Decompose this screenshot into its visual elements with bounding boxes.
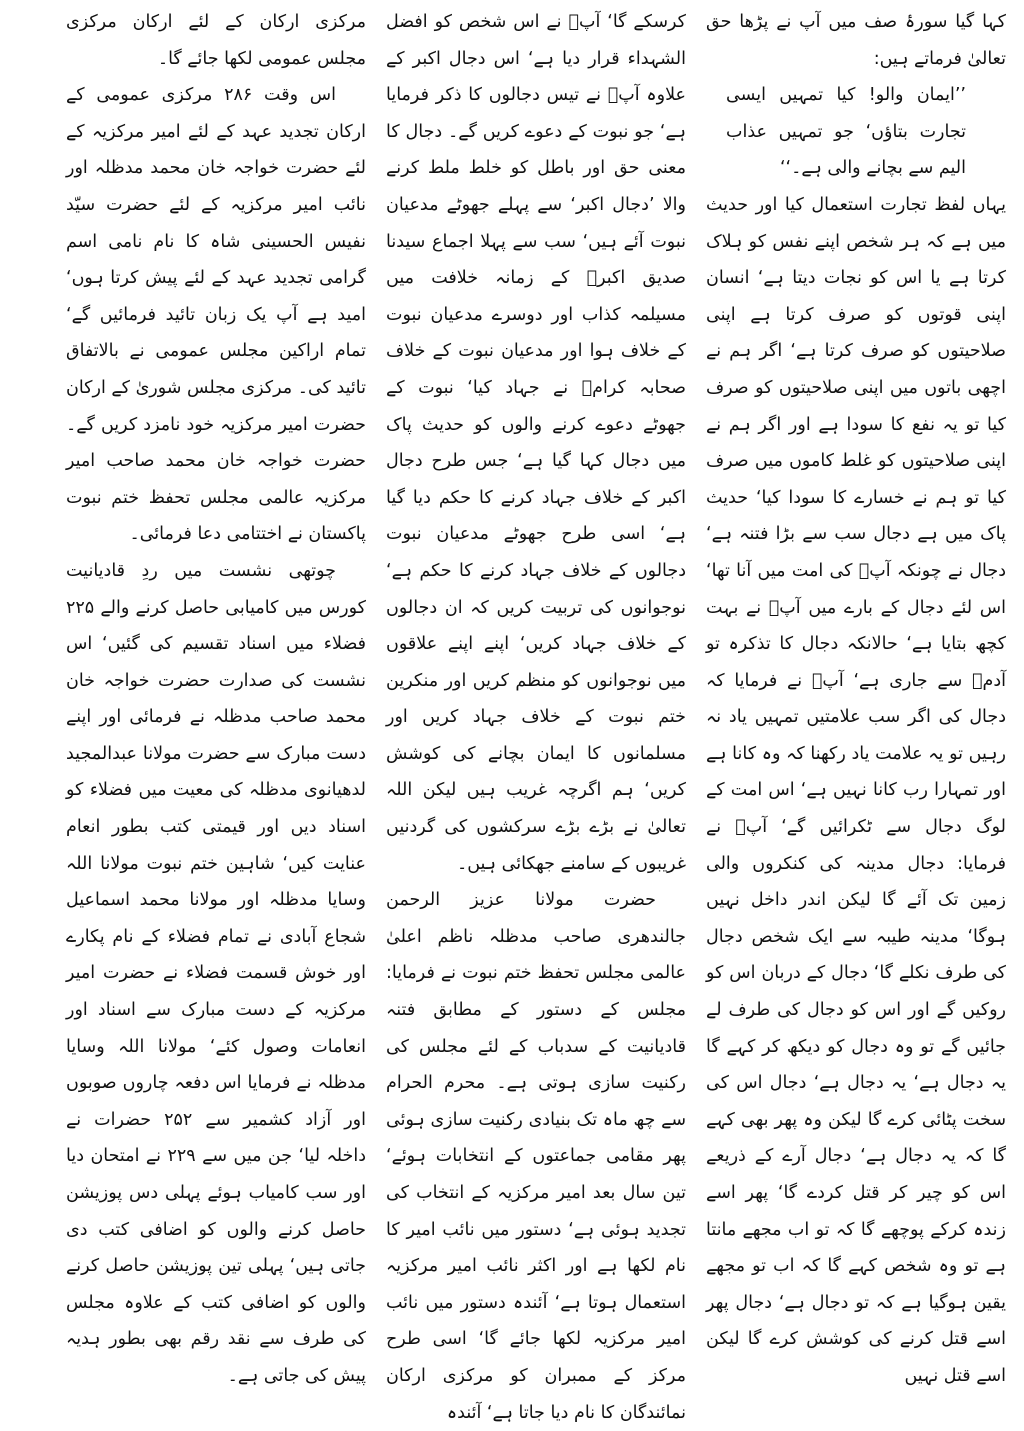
column-middle — [376, 4, 696, 1423]
column-left — [56, 4, 376, 1386]
paragraph: اس وقت ۲۸۶ مرکزی عمومی کے ارکان تجدید عہد کے لئے امیر مرکزیہ کے لئے حضرت خواجہ خان محمد مدظلہ اور نائب امیر مرکزیہ کے لئے حضرت سیّد نفیس الحسینی شاہ کا نام نامی اسم گرامی تجدید عہد کے لئے پیش کرتا ہوں‘ امید ہے آپ یک زبان تائید فرمائیں گے‘ تمام اراکین مجلس عمومی نے بالاتفاق تائید کی۔ مرکزی مجلس شوریٰ کے ارکان حضرت امیر مرکزیہ خود نامزد کریں گے۔ حضرت خواجہ خان محمد صاحب امیر مرکزیہ عالمی مجلس تحفظ ختم نبوت پاکستان نے اختتامی دعا فرمائی۔ — [66, 85, 366, 545]
paragraph: چوتھی نشست میں ردِ قادیانیت کورس میں کامیابی حاصل کرنے والے ۲۲۵ فضلاء میں اسناد تقسیم کی گئیں‘ اس نشست کی صدارت حضرت خواجہ خان محمد صاحب مدظلہ نے فرمائی اور اپنے دست مبارک سے حضرت مولانا عبدالمجید لدھیانوی مدظلہ کی معیت میں فضلاء کو اسناد دیں اور قیمتی کتب بطور انعام عنایت کیں‘ شاہین ختم نبوت مولانا اللہ وسایا مدظلہ اور مولانا محمد اسماعیل شجاع آبادی نے تمام فضلاء کے نام پکارے اور خوش قسمت فضلاء نے حضرت امیر مرکزیہ کے دست مبارک سے اسناد اور انعامات وصول کئے‘ مولانا اللہ وسایا مدظلہ نے فرمایا اس دفعہ چاروں صوبوں اور آزاد کشمیر سے ۲۵۲ حضرات نے داخلہ لیا‘ جن میں سے ۲۲۹ نے امتحان دیا اور سب کامیاب ہوئے پہلی دس پوزیشن حاصل کرنے والوں کو اضافی کتب دی جاتی ہیں‘ پہلی تین پوزیشن حاصل کرنے والوں کو اضافی کتب کے علاوہ مجلس کی طرف سے نقد رقم بھی بطور ہدیہ پیش کی جاتی ہے۔ — [66, 560, 367, 1386]
paragraph: کرسکے گا‘ آپؐ نے اس شخص کو افضل الشہداء قرار دیا ہے‘ اس دجال اکبر کے علاوہ آپؐ نے تیس دجالوں کا ذکر فرمایا ہے‘ جو نبوت کے دعوے کریں گے۔ دجال کا معنی حق اور باطل کو خلط ملط کرنے والا ’دجال اکبر‘ سے پہلے جھوٹے مدعیان نبوت آئے ہیں‘ سب سے پہلا اجماع سیدنا صدیق اکبرؓ کے زمانہ خلافت میں مسیلمہ کذاب اور دوسرے مدعیان نبوت کے خلاف ہوا اور مدعیان نبوت کے خلاف صحابہ کرامؓ نے جہاد کیا‘ نبوت کے جھوٹے دعوے کرنے والوں کو حدیث پاک میں دجال کہا گیا ہے‘ جس طرح دجال اکبر کے خلاف جہاد کرنے کا حکم دیا گیا ہے‘ اسی طرح جھوٹے مدعیان نبوت دجالوں کے خلاف جہاد کرنے کا حکم ہے‘ نوجوانوں کی تربیت کریں کہ ان دجالوں کے خلاف جہاد کریں‘ اپنے اپنے علاقوں میں نوجوانوں کو منظم کریں اور منکرین ختم نبوت کے خلاف جہاد کریں اور مسلمانوں کا ایمان بچانے کی کوشش کریں‘ ہم اگرچہ غریب ہیں لیکن اللہ تعالیٰ نے بڑے بڑے سرکشوں کی گردنیں غریبوں کے سامنے جھکائی ہیں۔ — [386, 12, 686, 874]
paragraph: یہاں لفظ تجارت استعمال کیا اور حدیث میں ہے کہ ہر شخص اپنے نفس کو ہلاک کرتا ہے یا اس کو نجات دیتا ہے‘ انسان اپنی قوتوں کو صرف کرتا ہے اپنی صلاحیتوں کو صرف کرتا ہے‘ اگر ہم نے اچھی باتوں میں اپنی صلاحیتوں کو صرف کیا تو یہ نفع کا سودا ہے اور اگر ہم نے اپنی صلاحیتوں کو غلط کاموں میں صرف کیا تو ہم نے خسارے کا سودا کیا‘ حدیث پاک میں ہے دجال سب سے بڑا فتنہ ہے‘ دجال نے چونکہ آپؐ کی امت میں آنا تھا‘ اس لئے دجال کے بارے میں آپؐ نے بہت کچھ بتایا ہے‘ حالانکہ دجال کا تذکرہ تو آدمؑ سے جاری ہے‘ آپؐ نے فرمایا کہ دجال کی اگر سب علامتیں تمہیں یاد نہ رہیں تو یہ علامت یاد رکھنا کہ وہ کانا ہے اور تمہارا رب کانا نہیں ہے‘ اس امت کے لوگ دجال سے ٹکرائیں گے‘ آپؐ نے فرمایا: دجال مدینہ کی کنکروں والی زمین تک آئے گا لیکن اندر داخل نہیں ہوگا‘ مدینہ طیبہ سے ایک شخص دجال کی طرف نکلے گا‘ دجال کے دربان اس کو روکیں گے اور اس کو دجال کی طرف لے جائیں گے تو وہ دجال کو دیکھ کر کہے گا یہ دجال ہے‘ یہ دجال ہے‘ دجال اس کی سخت پٹائی کرے گا لیکن وہ پھر بھی کہے گا کہ یہ دجال ہے‘ دجال آرے کے ذریعے اس کو چیر کر قتل کردے گا‘ پھر اسے زندہ کرکے پوچھے گا کہ تو اب مجھے مانتا ہے تو وہ شخص کہے گا کہ اب تو مجھے یقین ہوگیا ہے کہ تو دجال ہے‘ دجال پھر اسے قتل کرنے کی کوشش کرے گا لیکن اسے قتل نہیں — [706, 194, 1006, 1386]
quotation: ’’ایمان والو! کیا تمہیں ایسی تجارت بتاؤں‘ جو تمہیں عذاب الیم سے بچانے والی ہے۔‘‘ — [726, 85, 966, 179]
paragraph: مرکزی ارکان کے لئے ارکان مرکزی مجلس عمومی لکھا جائے گا۔ — [66, 12, 366, 69]
column-right — [696, 4, 1016, 1386]
paragraph: کہا گیا سورۂ صف میں آپ نے پڑھا حق تعالیٰ فرماتے ہیں: — [706, 12, 1006, 69]
paragraph: حضرت مولانا عزیز الرحمن جالندھری صاحب مدظلہ ناظم اعلیٰ عالمی مجلس تحفظ ختم نبوت نے فرمایا: مجلس کے دستور کے مطابق فتنہ قادیانیت کے سدباب کے لئے مجلس کی رکنیت سازی ہوتی ہے۔ محرم الحرام سے چھ ماہ تک بنیادی رکنیت سازی ہوئی پھر مقامی جماعتوں کے انتخابات ہوئے‘ تین سال بعد امیر مرکزیہ کے انتخاب کی تجدید ہوئی ہے‘ دستور میں نائب امیر کا نام لکھا ہے اور اکثر نائب امیر مرکزیہ استعمال ہوتا ہے‘ آئندہ دستور میں نائب امیر مرکزیہ لکھا جائے گا‘ اسی طرح مرکز کے ممبران کو مرکزی ارکان نمائندگان کا نام دیا جاتا ہے‘ آئندہ — [386, 890, 686, 1423]
